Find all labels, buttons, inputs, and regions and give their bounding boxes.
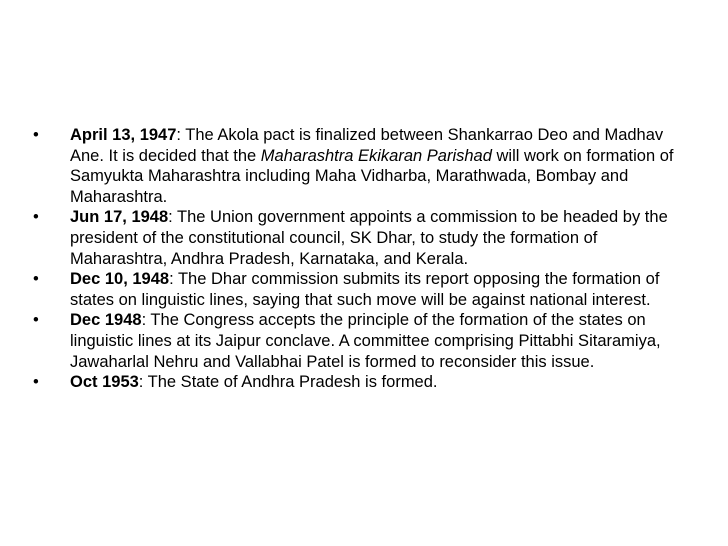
bullet-item-1948-dhar-report — [33, 269, 693, 310]
bullet-item-1948-commission — [33, 207, 693, 269]
bullet-icon: • — [33, 373, 39, 392]
event-date: April 13, 1947 — [70, 126, 177, 144]
event-text: : The Akola pact is finalized between Shankarrao Deo and Madhav Ane. It is decided that the — [70, 126, 664, 165]
bullet-item-1953-andhra — [33, 372, 693, 393]
bullet-list — [33, 125, 693, 393]
event-text: : The State of Andhra Pradesh is formed. — [138, 373, 438, 392]
event-text: : The Dhar commission submits its report opposing the formation of states on linguistic lines, saying that such move will be against national interest. — [70, 270, 660, 309]
event-date: Jun 17, 1948 — [70, 208, 169, 227]
event-date: Oct 1953 — [70, 373, 139, 392]
bullet-icon: • — [33, 126, 39, 144]
event-text-italic: Maharashtra Ekikaran Parishad — [260, 146, 492, 165]
event-text: : The Congress accepts the principle of the formation of the states on linguistic lines at its Jaipur conclave. A committee comprising Pittabhi Sitaramiya, Jawaharlal Nehru and Vallabhai Patel is formed to reconsider this issue. — [70, 311, 661, 371]
event-text: will work on formation of Samyukta Maharashtra including Maha Vidharba, Marathwada, Bombay and Maharashtra. — [70, 146, 674, 206]
event-date: Dec 10, 1948 — [70, 270, 170, 289]
bullet-item-1948-congress — [33, 310, 693, 372]
event-date: Dec 1948 — [70, 311, 142, 330]
event-text: : The Union government appoints a commission to be headed by the president of the constitutional council, SK Dhar, to study the formation of Maharashtra, Andhra Pradesh, Karnataka, and Kerala. — [70, 208, 668, 268]
bullet-icon: • — [33, 311, 39, 330]
bullet-item-1947-akola-pact — [33, 125, 693, 207]
bullet-icon: • — [33, 270, 39, 289]
bullet-icon: • — [33, 208, 39, 227]
